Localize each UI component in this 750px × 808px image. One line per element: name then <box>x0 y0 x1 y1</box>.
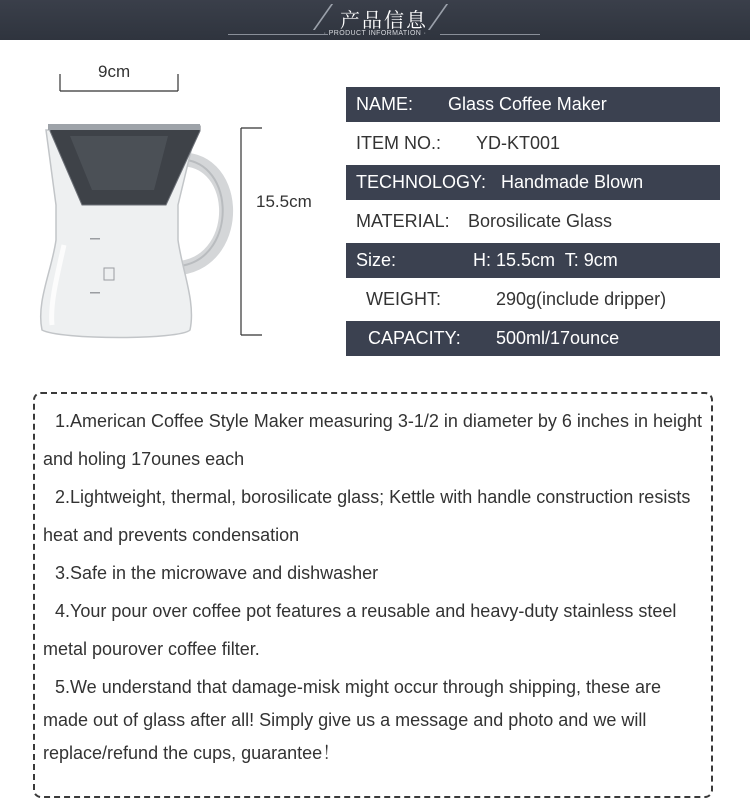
banner-subtitle: · PRODUCT INFORMATION · <box>323 30 427 37</box>
spec-row-capacity <box>346 321 720 356</box>
banner-slash-right <box>428 4 448 30</box>
product-figure <box>0 40 340 370</box>
height-dimension-bracket <box>241 128 262 335</box>
spec-label: MATERIAL: <box>356 211 450 231</box>
spec-label: TECHNOLOGY: <box>356 172 487 192</box>
spec-row-weight <box>346 282 720 317</box>
spec-value: YD-KT001 <box>476 133 561 153</box>
feature-note-3: 3.Safe in the microwave and dishwasher <box>55 563 379 583</box>
spec-value: 290g(include dripper) <box>496 289 667 309</box>
header-banner <box>0 0 750 40</box>
spec-row-material <box>346 204 720 239</box>
banner-slash-left <box>313 4 333 30</box>
spec-value: Handmade Blown <box>501 172 644 192</box>
spec-row-name <box>346 87 720 122</box>
height-label: 15.5cm <box>256 192 312 211</box>
spec-row-item-no <box>346 126 720 161</box>
spec-value: Glass Coffee Maker <box>448 94 607 114</box>
spec-value: H: 15.5cm T: 9cm <box>473 250 618 270</box>
banner-title: 产品信息 <box>340 8 428 32</box>
feature-notes-box <box>33 392 713 798</box>
feature-note-1: 1.American Coffee Style Maker measuring 3-1/2 in diameter by 6 inches in height and holing 17ounes each <box>43 411 702 469</box>
feature-note-2: 2.Lightweight, thermal, borosilicate glass; Kettle with handle construction resists heat and prevents condensation <box>43 487 691 545</box>
spec-label: ITEM NO.: <box>356 133 441 153</box>
spec-row-size <box>346 243 720 278</box>
feature-note-5: 5.We understand that damage-misk might occur through shipping, these are made out of glass after all! Simply give us a message and photo and we will replace/refund the cups, guarantee！ <box>43 677 662 763</box>
spec-value: 500ml/17ounce <box>496 328 620 348</box>
spec-label: WEIGHT: <box>366 289 441 309</box>
feature-note-4: 4.Your pour over coffee pot features a reusable and heavy-duty stainless steel metal pourover coffee filter. <box>43 601 677 659</box>
spec-label: NAME: <box>356 94 414 114</box>
spec-row-technology <box>346 165 720 200</box>
spec-value: Borosilicate Glass <box>468 211 613 231</box>
spec-label: Size: <box>356 250 397 270</box>
spec-table <box>346 87 720 360</box>
width-label: 9cm <box>98 62 131 81</box>
spec-label: CAPACITY: <box>368 328 461 348</box>
